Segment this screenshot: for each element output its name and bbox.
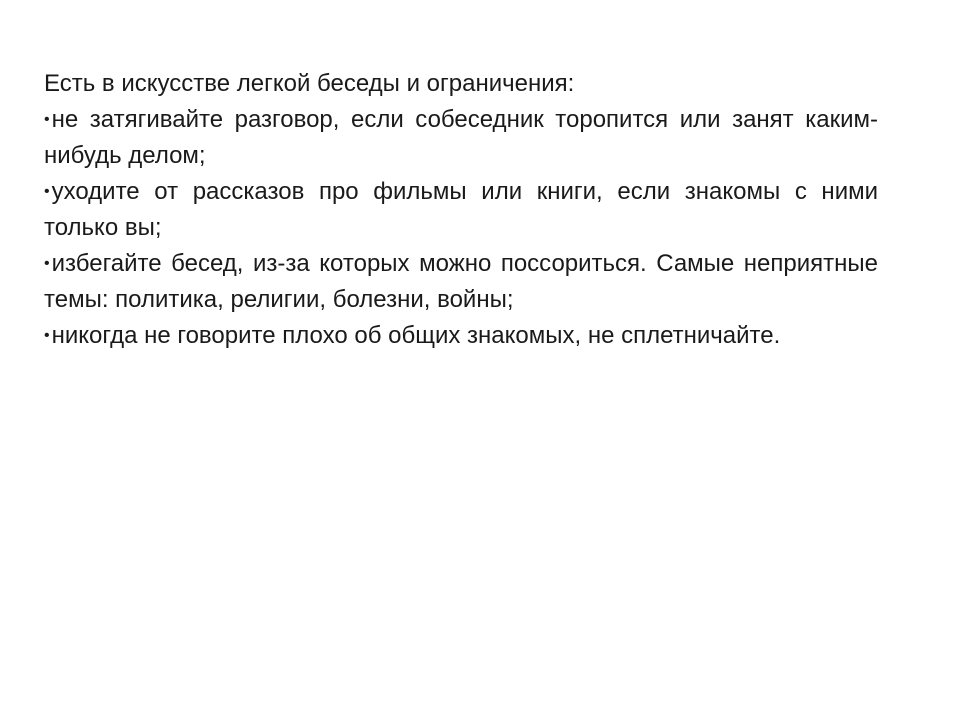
bullet-item-4 bbox=[44, 318, 878, 354]
bullet-item-1 bbox=[44, 102, 878, 174]
bullet-text: избегайте бесед, из-за которых можно поссориться. Самые неприятные темы: политика, религии, болезни, войны; bbox=[44, 250, 878, 313]
bullet-item-3 bbox=[44, 246, 878, 318]
bullet-text: уходите от рассказов про фильмы или книги, если знакомы с ними только вы; bbox=[44, 178, 878, 241]
bullet-text: никогда не говорите плохо об общих знакомых, не сплетничайте. bbox=[51, 322, 781, 349]
bullet-icon: • bbox=[44, 111, 50, 128]
bullet-icon: • bbox=[44, 255, 50, 272]
bullet-icon: • bbox=[44, 183, 50, 200]
slide-body bbox=[44, 66, 878, 354]
bullet-text: не затягивайте разговор, если собеседник торопится или занят каким-нибудь делом; bbox=[44, 106, 878, 169]
bullet-icon: • bbox=[44, 327, 50, 344]
bullet-item-2 bbox=[44, 174, 878, 246]
intro-text: Есть в искусстве легкой беседы и ограничения: bbox=[44, 70, 575, 97]
